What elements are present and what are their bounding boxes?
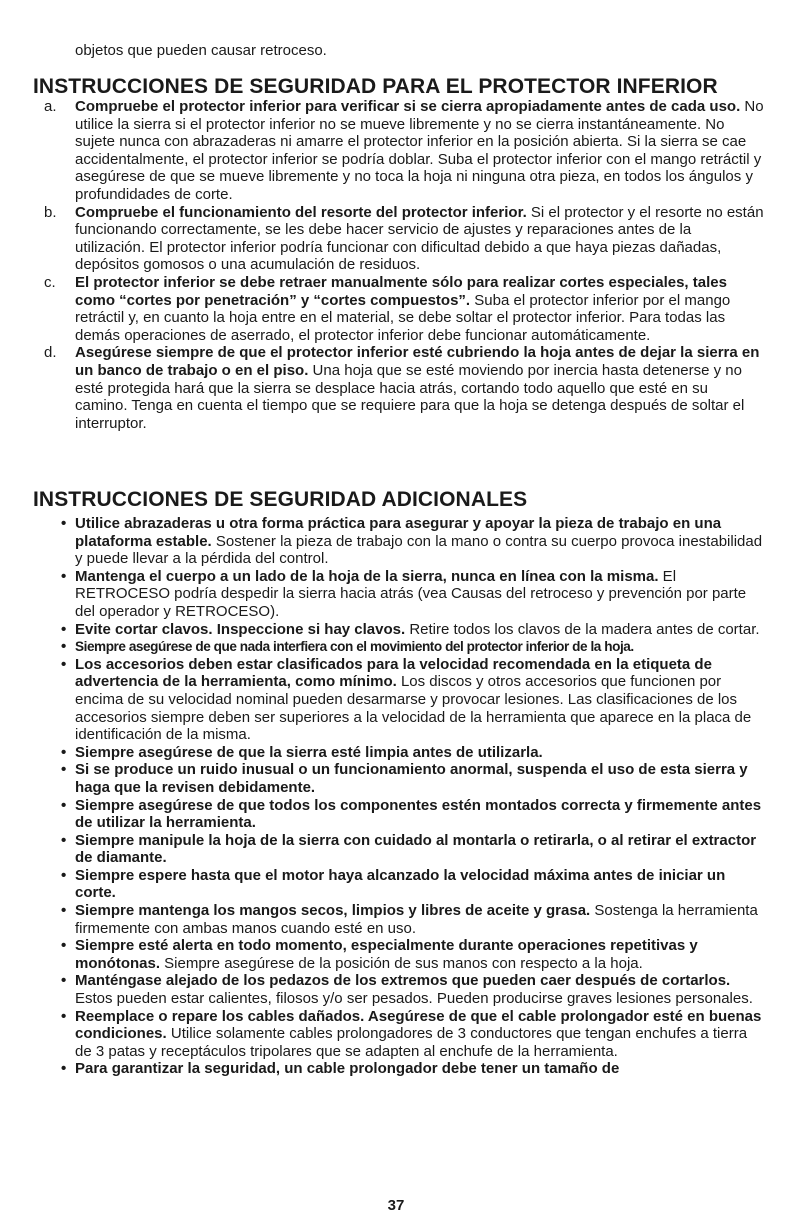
bullet-marker: •: [61, 761, 67, 779]
item-body-text: Suba el protector inferior por el mango retráctil y, en cuanto la hoja entre en el material, se debe soltar el protector inferior. Para todas las demás operaciones de aserrado, el protector inferior debe funcionar automáticamente.: [75, 291, 731, 344]
item-lead-text: Manténgase alejado de los pedazos de los extremos que pueden caer después de cortarlos.: [75, 972, 731, 990]
list-item: [0, 1060, 792, 1078]
list-item: [0, 972, 792, 1007]
item-marker: b.: [44, 203, 57, 221]
item-lead-text: Siempre manipule la hoja de la sierra con cuidado al montarla o retirarla, o al retirar el extractor de diamante.: [75, 831, 757, 867]
list-item: [0, 621, 792, 639]
carryover-text: objetos que pueden causar retroceso.: [75, 42, 327, 59]
bullet-marker: •: [61, 567, 67, 585]
item-body-text: Retire todos los clavos de la madera antes de cortar.: [405, 620, 760, 638]
bullet-marker: •: [61, 937, 67, 955]
bullet-marker: •: [61, 515, 67, 532]
item-lead-text: Siempre mantenga los mangos secos, limpios y libres de aceite y grasa.: [75, 902, 591, 920]
list-item: [0, 797, 792, 832]
item-lead-text: Los accesorios deben estar clasificados para la velocidad recomendada en la etiqueta de advertencia de la herramienta, como mínimo.: [75, 655, 712, 691]
bullet-marker: •: [61, 1060, 67, 1078]
lower-guard-instructions: [0, 98, 792, 432]
item-body-text: Estos pueden estar calientes, filosos y/o ser pesados. Pueden producirse graves lesiones personales.: [75, 990, 753, 1008]
list-item: [0, 515, 792, 568]
item-lead-text: Asegúrese siempre de que el protector inferior esté cubriendo la hoja antes de dejar la sierra en un banco de trabajo o en el piso.: [75, 344, 760, 379]
item-lead-text: Evite cortar clavos. Inspeccione si hay clavos.: [75, 620, 406, 638]
item-body-text: No utilice la sierra si el protector inferior no se mueve libremente y no se cierra instantáneamente. No sujete nunca con abrazaderas ni amarre el protector inferior en la posición abierta. Si la sierra se cae accidentalmente, el protector inferior se podría doblar. Suba el protector inferior con el mango retráctil y asegúrese de que se mueve libremente y no toca la hoja ni ninguna otra pieza, en todos los ángulos y profundidades de corte.: [75, 98, 764, 203]
list-item: [0, 656, 792, 744]
item-lead-text: Siempre esté alerta en todo momento, especialmente durante operaciones repetitivas y monótonas.: [75, 937, 698, 972]
list-item: [0, 204, 792, 274]
bullet-marker: •: [61, 796, 67, 814]
item-lead-text: Reemplace o repare los cables dañados. Asegúrese de que el cable prolongador esté en buenas condiciones.: [75, 1007, 762, 1043]
bullet-marker: •: [61, 638, 67, 656]
item-lead-text: Siempre asegúrese de que todos los componentes estén montados correcta y firmemente antes de utilizar la herramienta.: [75, 796, 762, 832]
item-marker: d.: [44, 344, 57, 362]
list-item: [0, 638, 792, 656]
list-item: [0, 344, 792, 432]
bullet-marker: •: [61, 743, 67, 761]
list-item: [0, 744, 792, 762]
list-item: [0, 98, 792, 204]
item-body-text: Una hoja que se esté moviendo por inercia hasta detenerse y no esté protegida hará que la sierra se desplace hacia atrás, cortando todo aquello que esté en su camino. Tenga en cuenta el tiempo que se requiere para que la hoja se detenga después de soltar el interruptor.: [75, 361, 745, 432]
list-item: [0, 832, 792, 867]
item-lead-text: Siempre asegúrese de que nada interfiera con el movimiento del protector inferior de la hoja.: [75, 639, 634, 655]
bullet-marker: •: [61, 1007, 67, 1025]
item-lead-text: Si se produce un ruido inusual o un funcionamiento anormal, suspenda el uso de esta sierra y haga que la revisen debidamente.: [75, 761, 748, 796]
list-item: [0, 761, 792, 796]
item-marker: a.: [44, 98, 57, 115]
item-body-text: Utilice solamente cables prolongadores de 3 conductores que tengan enchufes a tierra de 3 patas y receptáculos tripolares que se adapten al enchufe de la herramienta.: [75, 1025, 748, 1060]
item-body-text: Los discos y otros accesorios que funcionen por encima de su velocidad nominal pueden desarmarse y provocar lesiones. Las clasificaciones de los accesorios siempre deben ser superiores a la velocidad de la herramienta que aparece en la placa de identificación de la misma.: [75, 673, 752, 744]
item-lead-text: El protector inferior se debe retraer manualmente sólo para realizar cortes especiales, tales como “cortes por penetración” y “cortes compuestos”.: [75, 273, 727, 309]
list-item: [0, 1008, 792, 1061]
item-body-text: El RETROCESO podría despedir la sierra hacia atrás (vea Causas del retroceso y prevención por parte del operador y RETROCESO).: [75, 567, 747, 620]
page-number: 37: [387, 1197, 405, 1214]
item-body-text: Sostener la pieza de trabajo con la mano o contra su cuerpo provoca inestabilidad y puede llevar a la pérdida del control.: [75, 532, 763, 568]
item-body-text: Siempre asegúrese de la posición de sus manos con respecto a la hoja.: [160, 954, 643, 972]
bullet-marker: •: [61, 620, 67, 638]
item-lead-text: Siempre asegúrese de que la sierra esté limpia antes de utilizarla.: [75, 743, 543, 761]
bullet-marker: •: [61, 866, 67, 884]
bullet-marker: •: [61, 831, 67, 849]
item-lead-text: Compruebe el protector inferior para verificar si se cierra apropiadamente antes de cada uso.: [75, 98, 741, 115]
item-body-text: Sostenga la herramienta firmemente con ambas manos cuando esté en uso.: [75, 902, 758, 937]
item-lead-text: Utilice abrazaderas u otra forma práctica para asegurar y apoyar la pieza de trabajo en una plataforma estable.: [75, 515, 722, 550]
list-item: [0, 568, 792, 621]
additional-instructions: [0, 515, 792, 1078]
list-item: [0, 274, 792, 344]
item-lead-text: Para garantizar la seguridad, un cable prolongador debe tener un tamaño de: [75, 1060, 620, 1078]
item-body-text: Si el protector y el resorte no están funcionando correctamente, se les debe hacer servicio de ajustes y reparaciones antes de la utilización. El protector inferior podría funcionar con dificultad debido a que haya piezas dañadas, depósitos gomosos o una acumulación de residuos.: [75, 203, 764, 274]
item-marker: c.: [44, 273, 56, 291]
section-heading-lower-guard: INSTRUCCIONES DE SEGURIDAD PARA EL PROTECTOR INFERIOR: [33, 75, 718, 98]
item-lead-text: Compruebe el funcionamiento del resorte del protector inferior.: [75, 203, 527, 221]
list-item: [0, 867, 792, 902]
list-item: [0, 902, 792, 937]
item-lead-text: Mantenga el cuerpo a un lado de la hoja de la sierra, nunca en línea con la misma.: [75, 567, 659, 585]
list-item: [0, 937, 792, 972]
section-heading-additional: INSTRUCCIONES DE SEGURIDAD ADICIONALES: [33, 488, 528, 511]
item-lead-text: Siempre espere hasta que el motor haya alcanzado la velocidad máxima antes de iniciar un corte.: [75, 866, 726, 902]
bullet-marker: •: [61, 972, 67, 990]
bullet-marker: •: [61, 655, 67, 673]
bullet-marker: •: [61, 902, 67, 920]
